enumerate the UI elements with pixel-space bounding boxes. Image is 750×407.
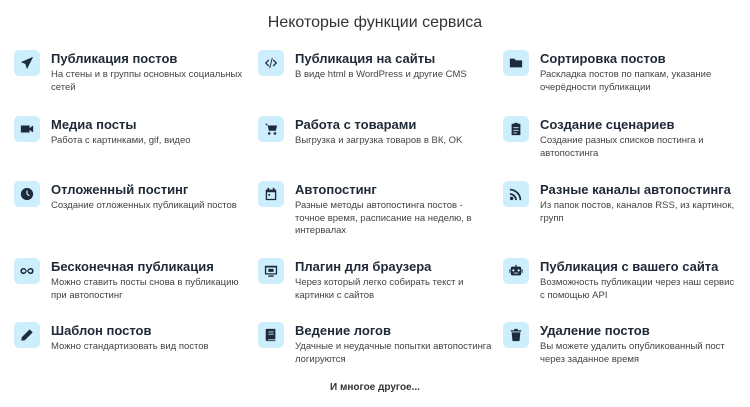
feature-title: Разные каналы автопостинга	[540, 182, 731, 197]
feature-description: Удачные и неудачные попытки автопостинга логируются	[295, 341, 492, 365]
feature-description: В виде html в WordPress и другие CMS	[295, 69, 467, 80]
folder-icon	[503, 50, 529, 76]
feature-description: Можно стандартизовать вид постов	[51, 341, 209, 352]
rss-icon	[503, 181, 529, 207]
feature-title: Ведение логов	[295, 323, 391, 338]
infinity-icon	[14, 258, 40, 284]
trash-icon	[503, 322, 529, 348]
feature-title: Медиа посты	[51, 117, 137, 132]
robot-icon	[503, 258, 529, 284]
page-title: Некоторые функции сервиса	[267, 14, 483, 31]
feature-title: Публикация на сайты	[295, 51, 436, 66]
feature-title: Публикация постов	[51, 51, 178, 66]
feature-description: Раскладка постов по папкам, указание очерёдности публикации	[540, 69, 712, 93]
video-icon	[14, 116, 40, 142]
features-grid	[14, 50, 744, 370]
clock-icon	[14, 181, 40, 207]
feature-description: Можно ставить посты снова в публикацию при автопостинг	[51, 277, 239, 301]
feature-description: Работа с картинками, gif, видео	[51, 135, 191, 146]
feature-description: Разные методы автопостинга постов - точное время, расписание на неделю, в интервалах	[295, 200, 472, 236]
feature-description: На стены и в группы основных социальных сетей	[51, 69, 243, 93]
feature-description: Возможность публикации через наш сервис с помощью API	[540, 277, 735, 301]
feature-title: Шаблон постов	[51, 323, 152, 338]
feature-title: Отложенный постинг	[51, 182, 189, 197]
feature-title: Публикация с вашего сайта	[540, 259, 719, 274]
feature-description: Выгрузка и загрузка товаров в ВК, OK	[295, 135, 463, 146]
code-icon	[258, 50, 284, 76]
feature-title: Плагин для браузера	[295, 259, 432, 274]
feature-title: Работа с товарами	[295, 117, 417, 132]
feature-title: Автопостинг	[295, 182, 377, 197]
feature-description: Создание разных списков постинга и автопостинга	[540, 135, 704, 159]
feature-title: Сортировка постов	[540, 51, 666, 66]
cart-icon	[258, 116, 284, 142]
feature-description: Из папок постов, каналов RSS, из картинок, групп	[540, 200, 735, 224]
feature-title: Удаление постов	[540, 323, 650, 338]
feature-title: Создание сценариев	[540, 117, 675, 132]
calendar-icon	[258, 181, 284, 207]
feature-description: Вы можете удалить опубликованный пост через заданное время	[540, 341, 725, 365]
feature-description: Создание отложенных публикаций постов	[51, 200, 237, 211]
send-icon	[14, 50, 40, 76]
feature-title: Бесконечная публикация	[51, 259, 214, 274]
pencil-icon	[14, 322, 40, 348]
clipboard-icon	[503, 116, 529, 142]
book-icon	[258, 322, 284, 348]
feature-description: Через который легко собирать текст и картинки с сайтов	[295, 277, 464, 301]
browser-icon	[258, 258, 284, 284]
more-text: И многое другое...	[330, 382, 420, 393]
